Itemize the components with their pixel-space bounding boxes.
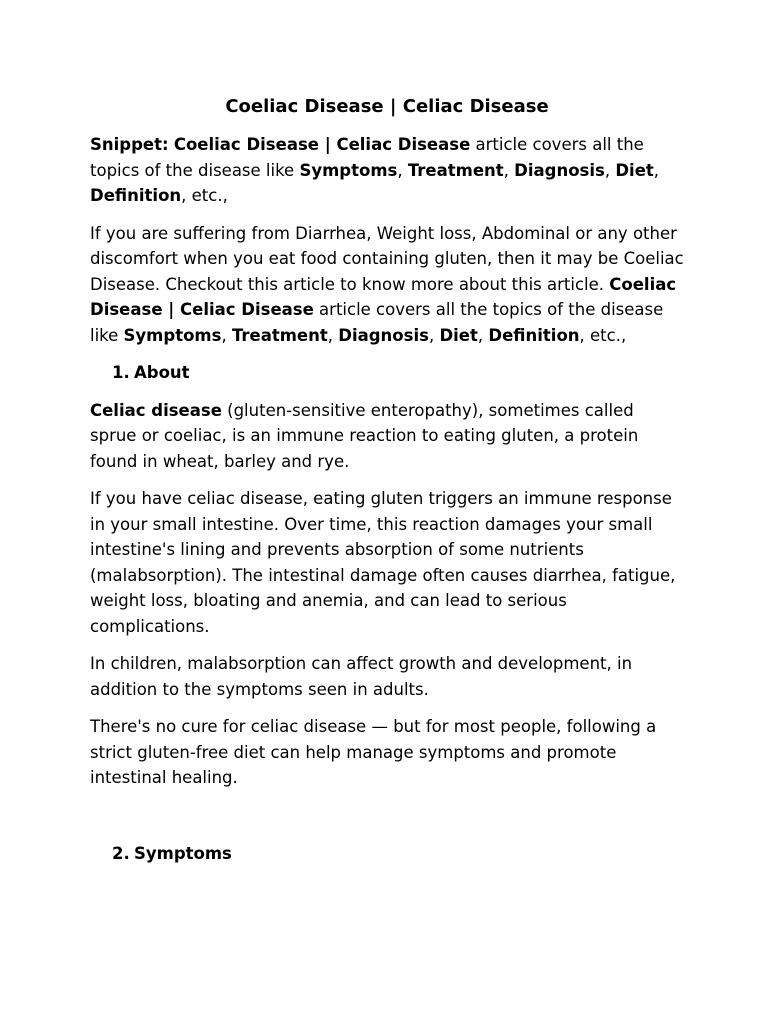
about-paragraph-4: There's no cure for celiac disease — but for most people, following a strict gluten-free diet can help manage symptoms and promote intestinal healing. (90, 717, 657, 787)
about-paragraph-2: If you have celiac disease, eating gluten triggers an immune response in your small intestine. Over time, this reaction damages your small intestine's lining and prevents absorption of some nutrients (malabsorption). The intestinal damage often causes diarrhea, fatigue, weight loss, bloating and anemia, and can lead to serious complications. (90, 489, 676, 636)
section-title: Symptoms (134, 843, 232, 863)
document-title: Coeliac Disease | Celiac Disease (225, 96, 549, 117)
snippet-paragraph (90, 132, 684, 209)
intro-diagnosis: Diagnosis (338, 325, 429, 345)
snippet-diagnosis: Diagnosis (514, 160, 605, 180)
intro-symptoms: Symptoms (123, 325, 222, 345)
intro-topic: Coeliac Disease | Celiac Disease (90, 274, 677, 319)
intro-diet: Diet (439, 325, 478, 345)
intro-text: If you are suffering from Diarrhea, Weight loss, Abdominal or any other discomfort when you eat food containing gluten, then it may be Coeliac Disease. Checkout this article to know more about this article. (90, 223, 684, 294)
intro-sep: , (327, 325, 339, 345)
about-paragraph-3: In children, malabsorption can affect growth and development, in addition to the symptoms seen in adults. (90, 654, 633, 699)
section-number: 2. (112, 843, 130, 863)
snippet-sep: , (503, 160, 515, 180)
intro-end: , etc., (579, 325, 627, 345)
document-content (90, 94, 684, 878)
snippet-sep: , (604, 160, 616, 180)
intro-sep: , (477, 325, 489, 345)
section-number: 1. (112, 363, 130, 382)
section-heading-about (90, 360, 684, 386)
snippet-end: , etc., (181, 186, 228, 205)
intro-text-2: article covers all the topics of the disease like (90, 300, 664, 345)
about-text: (gluten-sensitive enteropathy), sometimes called sprue or coeliac, is an immune reaction to eating gluten, a protein found in wheat, barley and rye. (90, 400, 639, 471)
about-term: Celiac disease (90, 400, 222, 420)
intro-paragraph (90, 221, 684, 349)
blank-line (90, 803, 684, 841)
snippet-definition: Definition (90, 186, 182, 205)
snippet-sep: , (397, 160, 408, 180)
snippet-label: Snippet: (90, 135, 169, 154)
snippet-sep: , (653, 160, 660, 180)
intro-sep: , (221, 325, 232, 345)
snippet-topic: Coeliac Disease | Celiac Disease (173, 135, 471, 154)
intro-treatment: Treatment (231, 325, 328, 345)
intro-definition: Definition (488, 325, 580, 345)
snippet-treatment: Treatment (407, 160, 504, 180)
intro-sep: , (428, 325, 440, 345)
snippet-diet: Diet (615, 160, 654, 180)
section-heading-symptoms (90, 841, 684, 867)
snippet-text: article covers all the topics of the disease like (90, 135, 644, 180)
snippet-symptoms: Symptoms (299, 160, 398, 180)
about-paragraph-1 (90, 398, 684, 475)
section-title: About (134, 363, 190, 382)
